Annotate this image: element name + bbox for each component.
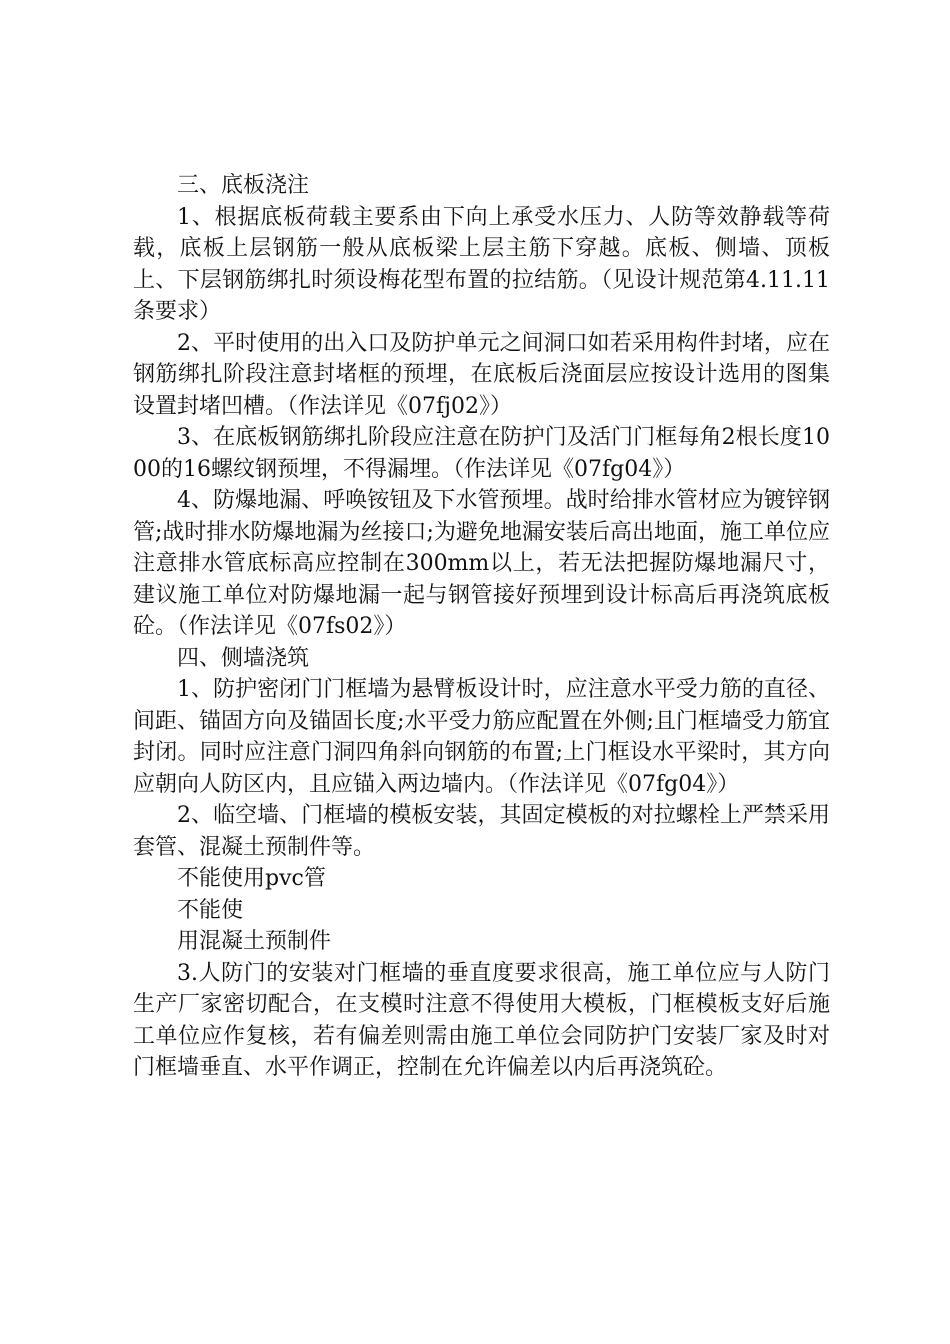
section-heading-bottom-slab: 三、底板浇注 xyxy=(177,173,310,198)
document-page xyxy=(133,170,830,1084)
paragraph-slab-4: 4、防爆地漏、呼唤铵钮及下水管预埋。战时给排水管材应为镀锌钢管;战时排水防爆地漏为丝接口;为避免地漏安装后高出地面，施工单位应注意排水管底标高应控制在300mm以上，若无法把握防爆地漏尺寸，建议施工单位对防爆地漏一起与钢管接好预埋到设计标高后再浇筑底板砼。（作法详见《07fs02》） xyxy=(133,488,830,639)
note-concrete-precast: 用混凝土预制件 xyxy=(177,929,332,954)
note-cannot-use: 不能使 xyxy=(177,897,244,923)
paragraph-wall-3: 3.人防门的安装对门框墙的垂直度要求很高，施工单位应与人防门生产厂家密切配合，在支模时注意不得使用大模板，门框模板支好后施工单位应作复核，若有偏差则需由施工单位会同防护门安装厂家及时对门框墙垂直、水平作调正，控制在允许偏差以内后再浇筑砼。 xyxy=(133,960,830,1080)
paragraph-slab-2: 2、平时使用的出入口及防护单元之间洞口如若采用构件封堵，应在钢筋绑扎阶段注意封堵框的预埋，在底板后浇面层应按设计选用的图集设置封堵凹槽。（作法详见《07fj02》） xyxy=(133,330,830,419)
note-no-pvc: 不能使用pvc管 xyxy=(177,866,326,891)
section-heading-side-wall: 四、侧墙浇筑 xyxy=(177,645,310,671)
paragraph-wall-2: 2、临空墙、门框墙的模板安装，其固定模板的对拉螺栓上严禁采用套管、混凝土预制件等。 xyxy=(133,803,830,860)
paragraph-wall-1: 1、防护密闭门门框墙为悬臂板设计时，应注意水平受力筋的直径、间距、锚固方向及锚固长度;水平受力筋应配置在外侧;且门框墙受力筋宜封闭。同时应注意门洞四角斜向钢筋的布置;上门框设水平梁时，其方向应朝向人防区内，且应锚入两边墙内。（作法详见《07fg04》） xyxy=(133,677,830,797)
paragraph-slab-3: 3、在底板钢筋绑扎阶段应注意在防护门及活门门框每角2根长度1000的16螺纹钢预埋，不得漏埋。（作法详见《07fg04》） xyxy=(133,425,830,482)
paragraph-slab-1: 1、根据底板荷载主要系由下向上承受水压力、人防等效静载等荷载，底板上层钢筋一般从底板梁上层主筋下穿越。底板、侧墙、顶板上、下层钢筋绑扎时须设梅花型布置的拉结筋。（见设计规范第4.11.11条要求） xyxy=(133,204,830,324)
